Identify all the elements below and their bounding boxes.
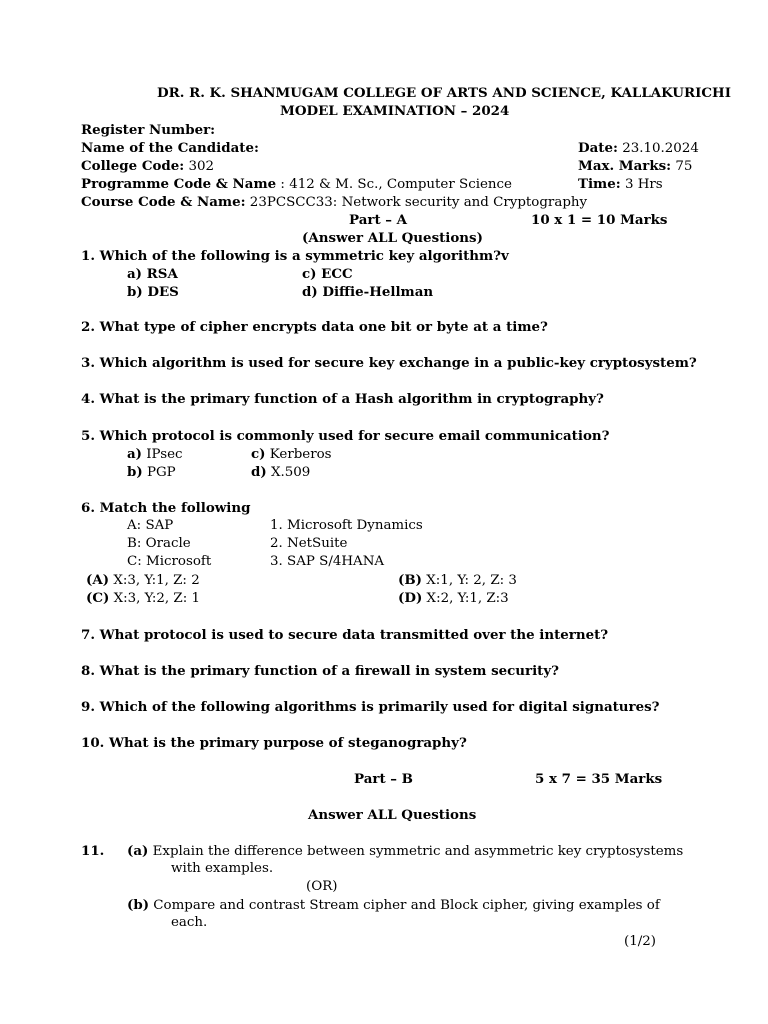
college-code-label: College Code: [81,158,185,174]
q5-option-d [251,463,310,482]
question-1: 1. Which of the following is a symmetric key algorithm?v [81,248,509,264]
question-4: 4. What is the primary function of a Hash algorithm in cryptography? [81,391,604,407]
page-number: (1/2) [624,934,656,949]
time-label: Time: [578,176,621,192]
college-code-value: 302 [184,159,215,174]
q6-option-b-label: (B) [398,572,422,588]
question-5: 5. Which protocol is commonly used for secure email communication? [81,428,610,444]
date-label: Date: [578,140,618,156]
programme-value: : 412 & M. Sc., Computer Science [276,177,512,192]
course-value: 23PCSCC33: Network security and Cryptography [245,195,588,210]
match-right-item: 3. SAP S/4HANA [270,554,385,569]
q5-option-c [251,445,332,464]
question-11-number: 11. [81,843,105,859]
date-field [578,139,699,158]
q11b-line1 [127,896,660,915]
q5-option-d-label: d) [251,464,267,480]
part-a-title: Part – A [349,212,408,228]
q5-option-a [127,445,183,464]
question-9: 9. Which of the following algorithms is primarily used for digital signatures? [81,699,660,715]
college-name: DR. R. K. SHANMUGAM COLLEGE OF ARTS AND SCIENCE, KALLAKURICHI [157,85,731,101]
match-right-item: 1. Microsoft Dynamics [270,518,423,533]
question-8: 8. What is the primary function of a firewall in system security? [81,663,559,679]
q6-option-c-text: X:3, Y:2, Z: 1 [109,591,200,606]
q6-option-a [86,571,200,590]
question-7: 7. What protocol is used to secure data transmitted over the internet? [81,627,609,643]
q1-option-a: a) RSA [127,266,178,282]
or-separator: (OR) [306,879,338,894]
q5-option-b [127,463,176,482]
part-a-instruction: (Answer ALL Questions) [302,230,483,246]
q11a-line2: with examples. [171,861,274,876]
q6-option-c-label: (C) [86,590,110,606]
max-marks-label: Max. Marks: [578,158,672,174]
programme-field [81,175,512,194]
q1-option-d: d) Diffie-Hellman [302,284,434,300]
q11a-label: (a) [127,843,149,859]
q6-option-b [398,571,517,590]
match-left-item: C: Microsoft [127,554,212,569]
q6-option-c [86,589,200,608]
course-label: Course Code & Name: [81,194,246,210]
q5-option-d-text: X.509 [266,465,311,480]
exam-title: MODEL EXAMINATION – 2024 [280,103,510,119]
question-2: 2. What type of cipher encrypts data one bit or byte at a time? [81,319,548,335]
register-number-label: Register Number: [81,122,216,138]
time-value: 3 Hrs [620,177,663,192]
q11b-label: (b) [127,897,150,913]
candidate-name-label: Name of the Candidate: [81,140,259,156]
max-marks-value: 75 [671,159,693,174]
time-field [578,175,663,194]
max-marks-field [578,157,692,176]
q1-option-c: c) ECC [302,266,353,282]
part-a-marks: 10 x 1 = 10 Marks [531,212,668,228]
q11a-line1 [127,842,683,861]
question-10: 10. What is the primary purpose of steganography? [81,735,467,751]
q6-option-d-label: (D) [398,590,423,606]
part-b-instruction: Answer ALL Questions [308,807,477,823]
q6-option-d-text: X:2, Y:1, Z:3 [422,591,509,606]
date-value: 23.10.2024 [617,141,699,156]
q5-option-c-label: c) [251,446,266,462]
q1-option-b: b) DES [127,284,179,300]
q5-option-b-text: PGP [142,465,176,480]
part-b-marks: 5 x 7 = 35 Marks [535,771,663,787]
q5-option-a-label: a) [127,446,143,462]
q11b-text: Compare and contrast Stream cipher and Block cipher, giving examples of [149,898,660,913]
q6-option-b-text: X:1, Y: 2, Z: 3 [422,573,517,588]
match-right-item: 2. NetSuite [270,536,348,551]
q11b-line2: each. [171,915,208,930]
q5-option-b-label: b) [127,464,143,480]
q6-option-a-label: (A) [86,572,110,588]
match-left-item: B: Oracle [127,536,191,551]
question-6: 6. Match the following [81,500,251,516]
match-left-item: A: SAP [127,518,174,533]
question-3: 3. Which algorithm is used for secure key exchange in a public-key cryptosystem? [81,355,697,371]
q6-option-a-text: X:3, Y:1, Z: 2 [109,573,200,588]
college-code-field [81,157,214,176]
part-b-title: Part – B [354,771,413,787]
q5-option-c-text: Kerberos [265,447,332,462]
programme-label: Programme Code & Name [81,176,277,192]
q11a-text: Explain the difference between symmetric and asymmetric key cryptosystems [148,844,684,859]
course-field [81,193,587,212]
q6-option-d [398,589,509,608]
q5-option-a-text: IPsec [142,447,183,462]
